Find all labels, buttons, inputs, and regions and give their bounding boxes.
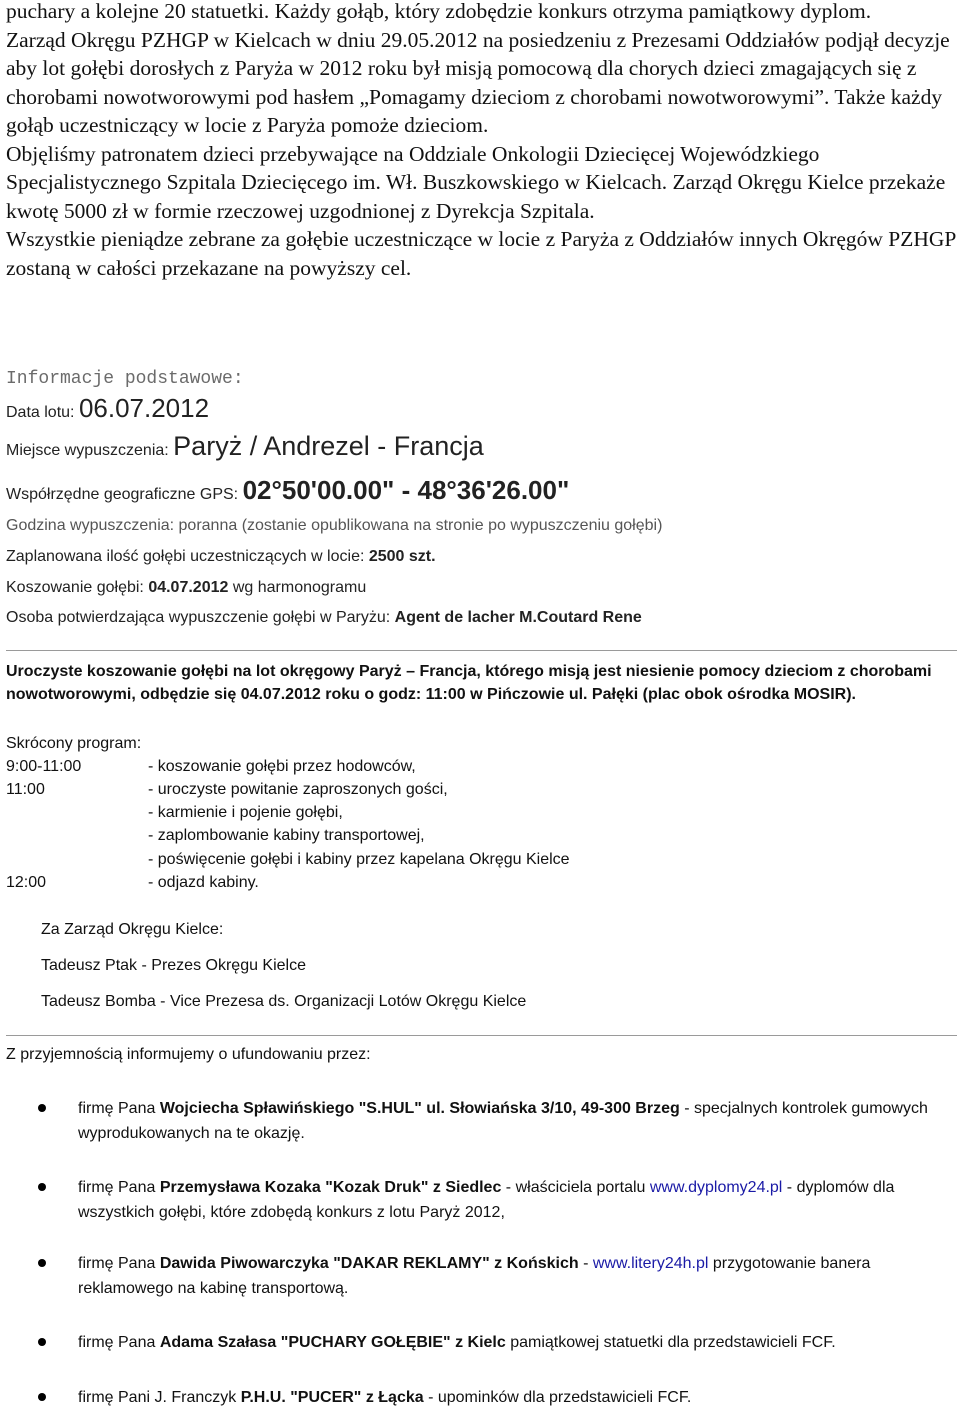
release-place-row <box>6 431 484 462</box>
signature-president: Tadeusz Ptak - Prezes Okręgu Kielce <box>41 957 307 974</box>
flight-date-value: 06.07.2012 <box>78 393 210 423</box>
confirming-person-row <box>6 609 642 627</box>
gps-value: 02°50'00.00" - 48°36'26.00" <box>242 475 570 505</box>
release-place-label: Miejsce wypuszczenia: <box>6 442 174 459</box>
basketing-suffix: wg harmonogramu <box>228 579 367 596</box>
sponsor-item-3: firmę Pana Dawida Piwowarczyka "DAKAR REKLAMY" z Końskich - www.litery24h.pl przygotowanie banera reklamowego na kabinę transportową. <box>78 1255 871 1297</box>
bullet-dot-icon <box>38 1393 46 1401</box>
planned-count-row <box>6 548 436 566</box>
ceremony-announcement: Uroczyste koszowanie gołębi na lot okręgowy Paryż – Francja, którego misją jest niesienie pomocy dzieciom z chorobami nowotworowymi, odbędzie się 04.07.2012 roku o godz: 11:00 w Pińczowie ul. Pałęki (plac obok ośrodka MOSIR). <box>6 663 932 703</box>
sponsor-name: Przemysława Kozaka "Kozak Druk" z Siedlec <box>159 1179 502 1196</box>
signature-intro: Za Zarząd Okręgu Kielce: <box>41 921 224 938</box>
signature-vice-president: Tadeusz Bomba - Vice Prezesa ds. Organizacji Lotów Okręgu Kielce <box>41 993 527 1010</box>
litery24h-link[interactable]: www.litery24h.pl <box>592 1255 709 1272</box>
program-desc: - karmienie i pojenie gołębi, <box>148 804 343 821</box>
paragraph-line-1: puchary a kolejne 20 statuetki. Każdy gołąb, który zdobędzie konkurs otrzyma pamiątkowy dyplom. <box>6 0 872 23</box>
info-header: Informacje podstawowe: <box>6 369 244 389</box>
gps-row <box>6 475 569 506</box>
planned-count-value: 2500 szt. <box>368 548 436 565</box>
bullet-dot-icon <box>38 1259 46 1267</box>
sponsors-intro: Z przyjemnością informujemy o ufundowaniu przez: <box>6 1046 371 1063</box>
sponsor-item-5: firmę Pani J. Franczyk P.H.U. "PUCER" z Łącka - upominków dla przedstawicieli FCF. <box>78 1389 692 1406</box>
gps-label: Współrzędne geograficzne GPS: <box>6 486 243 503</box>
paragraph-line-3: Objęliśmy patronatem dzieci przebywające na Oddziale Onkologii Dziecięcej Wojewódzkiego Specjalistycznego Szpitala Dziecięcego im. Wł. Buszkowskiego w Kielcach. Zarząd Okręgu Kielce przekaże kwotę 5000 zł w formie rzeczowej uzgodnionej z Dyrekcja Szpitala. <box>6 141 946 223</box>
confirming-person-value: Agent de lacher M.Coutard Rene <box>394 609 642 626</box>
basketing-value: 04.07.2012 <box>148 579 229 596</box>
program-desc: - zaplombowanie kabiny transportowej, <box>148 827 425 844</box>
body-paragraph <box>6 0 956 282</box>
program-time: 12:00 <box>6 874 47 891</box>
program-time: 9:00-11:00 <box>6 758 82 775</box>
program-desc: - odjazd kabiny. <box>148 874 259 891</box>
bullet-dot-icon <box>38 1183 46 1191</box>
sponsor-item-1: firmę Pana Wojciecha Spławińskiego "S.HUL" ul. Słowiańska 3/10, 49-300 Brzeg - specjalnych kontrolek gumowych wyprodukowanych na te okazję. <box>78 1100 928 1142</box>
paragraph-line-4: Wszystkie pieniądze zebrane za gołębie uczestniczące w locie z Paryża z Oddziałów innych Okręgów PZHGP zostaną w całości przekazane na powyższy cel. <box>6 227 956 280</box>
bullet-dot-icon <box>38 1104 46 1112</box>
sponsor-item-2: firmę Pana Przemysława Kozaka "Kozak Druk" z Siedlec - właściciela portalu www.dyplomy24.pl - dyplomów dla wszystkich gołębi, które zdobędą konkurs z lotu Paryż 2012, <box>78 1179 895 1221</box>
flight-date-row <box>6 393 209 424</box>
divider-top <box>6 650 957 651</box>
release-hour-value: poranna (zostanie opublikowana na stronie po wypuszczeniu gołębi) <box>178 517 663 534</box>
confirming-person-label: Osoba potwierdzająca wypuszczenie gołębi w Paryżu: <box>6 609 395 626</box>
flight-date-label: Data lotu: <box>6 404 79 421</box>
program-time: 11:00 <box>6 781 45 798</box>
program-desc: - koszowanie gołębi przez hodowców, <box>148 758 416 775</box>
sponsor-name: Adama Szałasa "PUCHARY GOŁĘBIE" z Kielc <box>159 1334 506 1351</box>
bullet-dot-icon <box>38 1338 46 1346</box>
basketing-label: Koszowanie gołębi: <box>6 579 149 596</box>
program-label: Skrócony program: <box>6 735 142 752</box>
release-hour-label: Godzina wypuszczenia: <box>6 517 179 534</box>
dyplomy24-link[interactable]: www.dyplomy24.pl <box>649 1179 783 1196</box>
sponsor-name: P.H.U. "PUCER" z Łącka <box>240 1389 424 1406</box>
basketing-row <box>6 579 366 597</box>
program-desc: - poświęcenie gołębi i kabiny przez kapelana Okręgu Kielce <box>148 851 570 868</box>
planned-count-label: Zaplanowana ilość gołębi uczestniczących w locie: <box>6 548 369 565</box>
release-place-value: Paryż / Andrezel - Francja <box>173 431 484 461</box>
program-desc: - uroczyste powitanie zaproszonych gości, <box>148 781 448 798</box>
sponsor-name: Wojciecha Spławińskiego "S.HUL" ul. Słowiańska 3/10, 49-300 Brzeg <box>159 1100 680 1117</box>
sponsor-item-4: firmę Pana Adama Szałasa "PUCHARY GOŁĘBIE" z Kielc pamiątkowej statuetki dla przedstawicieli FCF. <box>78 1334 836 1351</box>
divider-bottom <box>6 1035 957 1036</box>
release-hour-row <box>6 517 662 535</box>
paragraph-line-2: Zarząd Okręgu PZHGP w Kielcach w dniu 29.05.2012 na posiedzeniu z Prezesami Oddziałów podjął decyzje aby lot gołębi dorosłych z Paryża w 2012 roku był misją pomocową dla chorych dzieci zmagających się z chorobami nowotworowymi pod hasłem „Pomagamy dzieciom z chorobami nowotworowymi”. Także każdy gołąb uczestniczący w locie z Paryża pomoże dzieciom. <box>6 27 950 137</box>
sponsor-name: Dawida Piwowarczyka "DAKAR REKLAMY" z Końskich <box>159 1255 579 1272</box>
